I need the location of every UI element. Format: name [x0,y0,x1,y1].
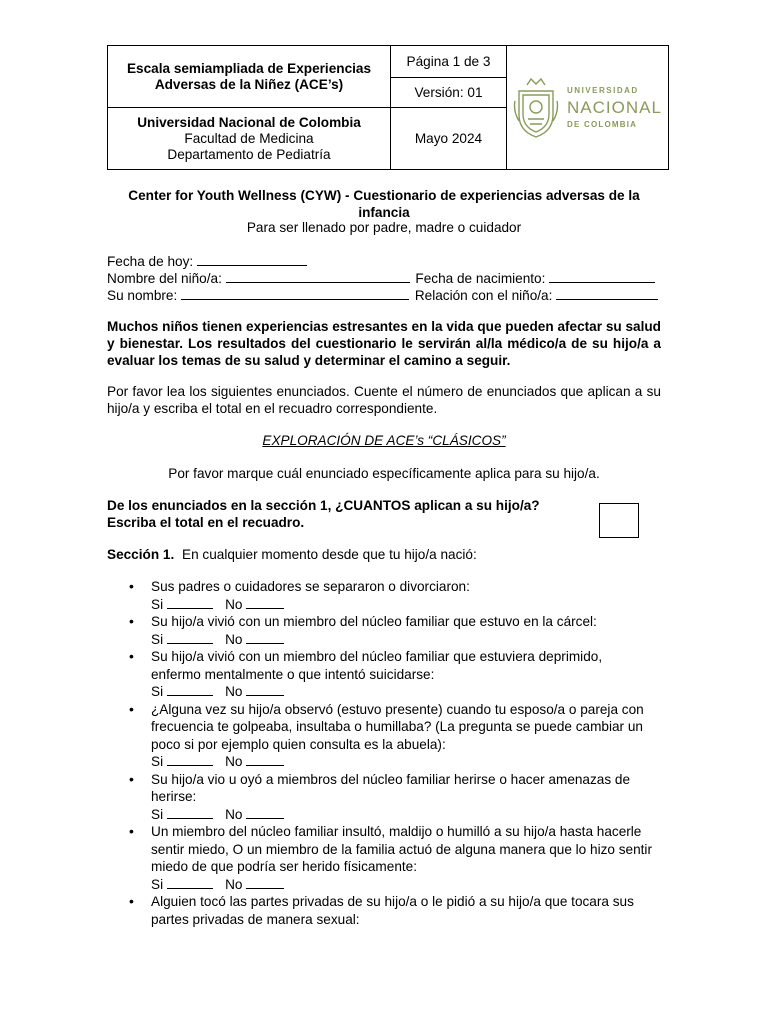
yes-input-line[interactable] [167,876,213,889]
no-input-line[interactable] [246,596,284,609]
faculty-name: Facultad de Medicina [184,130,314,146]
logo-line-1: UNIVERSIDAD [567,85,639,95]
yes-input-line[interactable] [167,753,213,766]
child-name-input-line[interactable] [226,270,410,283]
date-field-row [107,253,661,270]
item-text-line: ¿Alguna vez su hijo/a observó (estuvo presente) cuando tu esposo/a o pareja con [151,701,644,717]
instruction-text: Por favor marque cuál enunciado específicamente aplica para su hijo/a. [168,466,600,481]
coat-of-arms-icon [513,77,559,139]
header-table [107,45,669,170]
document-title: Center for Youth Wellness (CYW) - Cuestionario de experiencias adversas de la infancia [128,188,640,220]
yes-label: Si [151,754,164,769]
intro-paragraph: Por favor lea los siguientes enunciados. Cuente el número de enunciados que aplican a su hijo/a y escriba el total en el recuadro correspondiente. [107,384,661,416]
your-name-row [107,287,661,304]
item-text-line: Su hijo/a vio u oyó a miembros del núcleo familiar herirse o hacer amenazas de [151,771,631,787]
yes-input-line[interactable] [167,806,213,819]
no-label: No [225,631,243,647]
your-name-label: Su nombre: [107,288,178,303]
document-subtitle: Para ser llenado por padre, madre o cuidador [246,220,522,235]
relation-input-line[interactable] [556,287,658,300]
list-item [107,771,667,824]
item-text-line: Un miembro del núcleo familiar insultó, maldijo o humilló a su hijo/a hasta hacerle [151,824,642,839]
item-text-line: Su hijo/a vivió con un miembro del núcleo familiar que estuvo en la cárcel: [151,614,597,629]
yes-label: Si [151,631,164,647]
child-name-row [107,270,661,287]
logo-line-2: NACIONAL [567,97,662,117]
count-question-1: De los enunciados en la sección 1, ¿CUANTOS aplican a su hijo/a? [107,498,540,513]
no-input-line[interactable] [246,806,284,819]
no-label: No [225,806,243,822]
your-name-input-line[interactable] [181,287,409,300]
yes-no-row [151,753,667,771]
no-input-line[interactable] [246,631,284,644]
no-label: No [225,596,243,612]
logo-line-3: DE COLOMBIA [567,119,638,129]
department-name: Departamento de Pediatría [167,146,331,162]
yes-input-line[interactable] [167,596,213,609]
item-text-line: Alguien tocó las partes privadas de su hijo/a o le pidió a su hijo/a que tocara sus [151,894,634,909]
yes-label: Si [151,596,164,612]
yes-no-row [151,806,667,824]
list-item [107,578,667,613]
yes-no-row [151,683,667,701]
bullet-icon: • [129,893,134,909]
list-item [107,823,667,893]
no-input-line[interactable] [246,753,284,766]
item-text-line: Sus padres o cuidadores se separaron o divorciaron: [151,579,470,594]
section-heading: EXPLORACIÓN DE ACE’s “CLÁSICOS” [262,433,506,448]
item-text-line: miedo de que podría ser herido físicamente: [151,859,417,874]
bullet-icon: • [129,578,134,594]
item-text-line: sentir miedo, O un miembro de la familia actuó de alguna manera que lo hizo sentir [151,841,652,857]
institution-block [108,108,391,170]
no-label: No [225,876,243,892]
item-text-line: herirse: [151,789,197,804]
form-title: Escala semiampliada de Experiencias Adversas de la Niñez (ACE’s) [108,46,391,108]
yes-no-row [151,631,667,649]
date-label: Fecha de hoy: [107,254,194,269]
item-text-line: poco si por ejemplo quien consulta es la abuela): [151,736,446,752]
section1-list [107,578,667,928]
item-text-line: enfermo mentalmente o que intentó suicidarse: [151,666,435,682]
bullet-icon: • [129,648,134,664]
university-name: Universidad Nacional de Colombia [137,114,361,130]
intro-bold-paragraph: Muchos niños tienen experiencias estresantes en la vida que pueden afectar su salud y bienestar. Los resultados del cuestionario le servirán al/la médico/a de su hijo/a a evaluar los temas de su salud y determinar el camino a seguir. [107,319,661,368]
university-logo [507,46,669,170]
yes-no-row [151,876,667,894]
birth-date-label: Fecha de nacimiento: [415,271,546,286]
relation-label: Relación con el niño/a: [414,288,553,303]
item-text-line: partes privadas de manera sexual: [151,911,360,927]
page-number: Página 1 de 3 [391,46,507,78]
list-item [107,648,667,701]
item-text-line: frecuencia te golpeaba, insultaba o humillaba? (La pregunta se puede cambiar un [151,719,643,734]
no-input-line[interactable] [246,876,284,889]
date-input-line[interactable] [197,253,307,266]
bullet-icon: • [129,613,134,629]
yes-input-line[interactable] [167,631,213,644]
yes-label: Si [151,684,164,699]
bullet-icon: • [129,700,134,717]
version: Versión: 01 [391,78,507,108]
yes-input-line[interactable] [167,683,213,696]
section1-label: Sección 1. [107,547,175,562]
section1-intro [107,546,661,563]
bullet-icon: • [129,770,134,787]
no-label: No [225,684,243,699]
birth-date-input-line[interactable] [549,270,655,283]
yes-label: Si [151,806,164,822]
item-text-line: Su hijo/a vivió con un miembro del núcleo familiar que estuviera deprimido, [151,649,603,664]
document-date: Mayo 2024 [391,108,507,170]
bullet-icon: • [129,823,134,839]
no-input-line[interactable] [246,683,284,696]
yes-label: Si [151,876,164,892]
child-name-label: Nombre del niño/a: [107,271,222,286]
section1-text: En cualquier momento desde que tu hijo/a nació: [182,547,477,562]
count-question-2: Escriba el total en el recuadro. [107,515,305,530]
total-box[interactable] [599,503,639,538]
no-label: No [225,754,243,769]
yes-no-row [151,596,667,614]
list-item [107,701,667,771]
list-item [107,893,667,928]
list-item [107,613,667,648]
